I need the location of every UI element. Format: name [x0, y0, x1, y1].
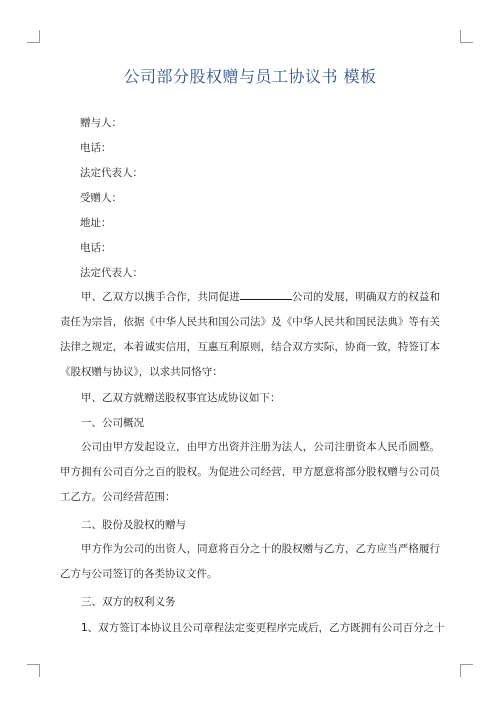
section3-heading: 三、双方的权利义务	[81, 596, 176, 608]
intro-text-start: 甲、乙双方以携手合作，共同促进	[81, 291, 240, 303]
donor-phone-label: 电话：	[80, 142, 112, 154]
recipient-phone-label: 电话：	[80, 242, 112, 254]
section3-item1: 1、双方签订本协议且公司章程法定变更程序完成后，乙方既拥有公司百分之十	[81, 622, 445, 634]
section2-heading: 二、股份及股权的赠与	[81, 519, 186, 531]
recipient-label: 受赠人：	[80, 192, 122, 204]
crop-mark-bottom-left	[27, 664, 40, 677]
document-title: 公司部分股权赠与员工协议书 模板	[123, 67, 377, 86]
section1-body: 公司由甲方发起设立，由甲方出资并注册为法人，公司注册资本人民币圆整。甲方拥有公司百分之百的股权。为促进公司经营，甲方愿意将部分股权赠与公司员工乙方。公司经营范围：	[60, 441, 440, 503]
crop-mark-top-right	[460, 30, 473, 43]
intro-text-end: 公司的发展，明确双方的权益和责任为宗旨，依据《中华人民共和国公司法》及《中华人民共和国民法典》等有关法律之规定，本着诚实信用，互惠互利原则，结合双方实际，协商一致，特签订本《股权赠与协议》，以求共同恪守：	[60, 291, 441, 378]
intro-paragraph	[60, 285, 440, 385]
crop-mark-top-left	[27, 30, 40, 43]
donor-rep-label: 法定代表人：	[80, 167, 143, 179]
section1-heading: 一、公司概况	[81, 417, 144, 429]
section2-body: 甲方作为公司的出资人，同意将百分之十的股权赠与乙方，乙方应当严格履行乙方与公司签订的各类协议文件。	[60, 543, 440, 580]
crop-mark-bottom-right	[460, 664, 473, 677]
recipient-rep-label: 法定代表人：	[80, 267, 143, 279]
recipient-address-label: 地址：	[80, 217, 112, 229]
donor-label: 赠与人：	[80, 117, 122, 129]
agreement-line: 甲、乙双方就赠送股权事宜达成协议如下：	[81, 392, 281, 404]
company-name-blank	[240, 289, 292, 300]
